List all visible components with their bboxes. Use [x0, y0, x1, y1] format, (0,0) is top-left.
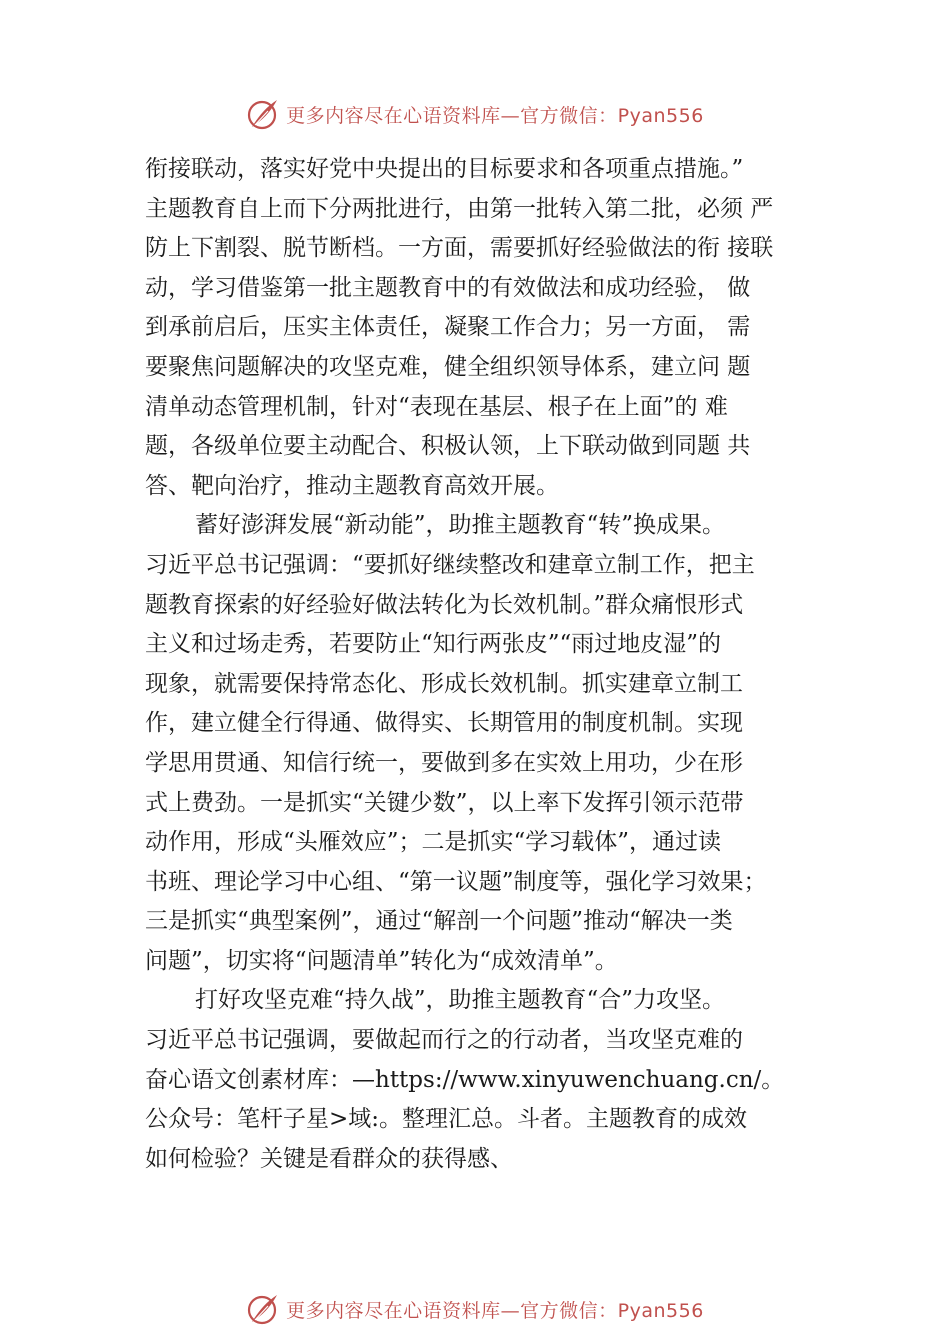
- text-line: 蓄好澎湃发展“新动能”，助推主题教育“转”换成果。: [195, 512, 726, 539]
- text-line: 公众号：笔杆子星>域:。整理汇总。斗者。主题教育的成效: [145, 1106, 748, 1133]
- text-line: 清单动态管理机制，针对“表现在基层、根子在上面”的 难: [145, 393, 728, 420]
- text-line: 要聚焦问题解决的攻坚克难，健全组织领导体系，建立问 题: [145, 353, 751, 380]
- footer-banner: [0, 1289, 950, 1329]
- text-line: 主义和过场走秀，若要防止“知行两张皮”“雨过地皮湿”的: [145, 631, 722, 658]
- text-line: 作，建立健全行得通、做得实、长期管用的制度机制。实现: [145, 710, 743, 737]
- text-line: 到承前启后，压实主体责任，凝聚工作合力；另一方面， 需: [145, 314, 751, 341]
- text-line: 如何检验？关键是看群众的获得感、: [145, 1145, 513, 1172]
- text-line: 式上费劲。一是抓实“关键少数”，以上率下发挥引领示范带: [145, 789, 744, 816]
- header-banner-text: 更多内容尽在心语资料库—官方微信：Pyan556: [286, 104, 704, 127]
- text-line: 书班、理论学习中心组、“第一议题”制度等，强化学习效果；: [145, 868, 767, 895]
- footer-banner-text: 更多内容尽在心语资料库—官方微信：Pyan556: [286, 1299, 704, 1322]
- text-line: 动作用，形成“头雁效应”；二是抓实“学习载体”，通过读: [145, 829, 722, 856]
- quill-pen-logo-icon: [246, 97, 280, 131]
- text-line: 习近平总书记强调，要做起而行之的行动者，当攻坚克难的: [145, 1027, 743, 1054]
- text-line: 学思用贯通、知信行统一，要做到多在实效上用功，少在形: [145, 749, 743, 776]
- document-body: [145, 150, 835, 1179]
- text-line: 三是抓实“典型案例”，通过“解剖一个问题”推动“解决一类: [145, 908, 733, 935]
- header-banner: [0, 94, 950, 134]
- text-line: 防上下割裂、脱节断档。一方面，需要抓好经验做法的衔 接联: [145, 235, 774, 262]
- text-line: 现象，就需要保持常态化、形成长效机制。抓实建章立制工: [145, 670, 743, 697]
- text-line: 动，学习借鉴第一批主题教育中的有效做法和成功经验， 做: [145, 274, 751, 301]
- footer-banner-account: Pyan556: [617, 1299, 704, 1322]
- text-line: 答、靶向治疗，推动主题教育高效开展。: [145, 472, 559, 499]
- text-line: 习近平总书记强调：“要抓好继续整改和建章立制工作，把主: [145, 551, 755, 578]
- text-line: 奋心语文创素材库：—https://www.xinyuwenchuang.cn/。: [145, 1066, 785, 1093]
- header-banner-account: Pyan556: [617, 104, 704, 127]
- text-line: 问题”，切实将“问题清单”转化为“成效清单”。: [145, 947, 618, 974]
- text-line: 题，各级单位要主动配合、积极认领，上下联动做到同题 共: [145, 433, 751, 460]
- text-line: 衔接联动，落实好党中央提出的目标要求和各项重点措施。”: [145, 156, 744, 182]
- text-line: 打好攻坚克难“持久战”，助推主题教育“合”力攻坚。: [195, 987, 726, 1014]
- quill-pen-logo-icon: [246, 1292, 280, 1326]
- text-line: 主题教育自上而下分两批进行，由第一批转入第二批，必须 严: [145, 195, 774, 222]
- text-line: 题教育探索的好经验好做法转化为长效机制。”群众痛恨形式: [145, 591, 744, 618]
